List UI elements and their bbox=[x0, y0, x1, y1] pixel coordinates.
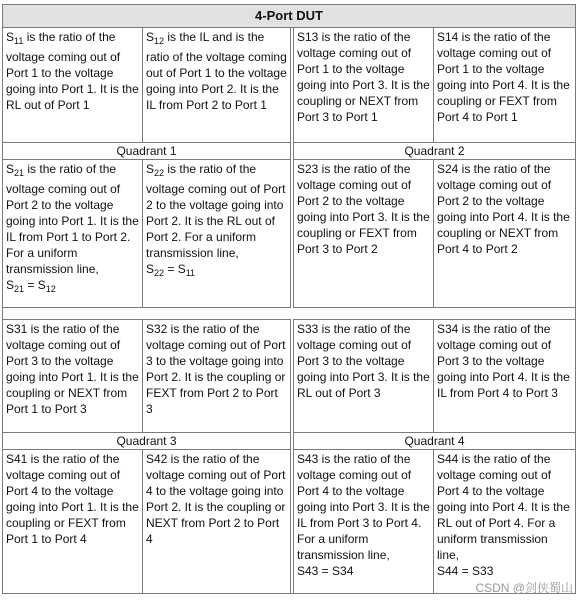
cell-s12-prefix: S bbox=[146, 30, 155, 44]
cell-s44-text: S44 is the ratio of the voltage coming out of Port 4 to the voltage going into Port 4. It is the RL out of Port 4. For a uniform transmission line, bbox=[437, 452, 570, 562]
cell-s21-eq-sub1: 21 bbox=[14, 284, 25, 294]
cell-s43 bbox=[294, 450, 433, 579]
quadrant-2 bbox=[293, 27, 576, 308]
cell-s24: S24 is the ratio of the voltage coming out of Port 2 to the voltage going into Port 4. It is the coupling or NEXT from Port 4 to Port 2 bbox=[437, 162, 570, 256]
cell-s13: S13 is the ratio of the voltage coming out of Port 1 to the voltage going into Port 3. It is the coupling or NEXT from Port 3 to Port 1 bbox=[297, 30, 430, 124]
cell-s21-eq-sub2: 12 bbox=[45, 284, 56, 294]
cell-s44-equation: S44 = S33 bbox=[437, 564, 494, 578]
watermark: CSDN @剑侠蜀山 bbox=[475, 581, 573, 595]
cell-s21-text: is the ratio of the voltage coming out of Port 2 to the voltage going into Port 1. It is the IL from Port 1 to Port 2. For a uniform transmission line, bbox=[6, 162, 139, 276]
table-title: 4-Port DUT bbox=[2, 4, 576, 28]
cell-s31: S31 is the ratio of the voltage coming out of Port 3 to the voltage going into Port 1. It is the coupling or NEXT from Port 1 to Port 3 bbox=[6, 322, 139, 416]
cell-s22-eq-sub2: 11 bbox=[185, 268, 196, 278]
cell-s21 bbox=[3, 160, 142, 297]
cell-s43-equation: S43 = S34 bbox=[297, 564, 354, 578]
cell-s11-subscript: 11 bbox=[14, 36, 24, 46]
cell-s21-eq-prefix: S bbox=[6, 278, 15, 292]
cell-s21-subscript: 21 bbox=[14, 168, 25, 178]
cell-s42: S42 is the ratio of the voltage coming out of Port 4 to the voltage going into Port 2. It is the coupling or NEXT from Port 2 to Port 4 bbox=[146, 452, 286, 546]
cell-s12-subscript: 12 bbox=[154, 36, 165, 46]
quadrant-3 bbox=[2, 319, 291, 594]
cell-s11-text: is the ratio of the voltage coming out of Port 1 to the voltage going into Port 1. It is the RL out of Port 1 bbox=[6, 30, 139, 112]
cell-s22-prefix: S bbox=[146, 162, 155, 176]
quadrant-2-label: Quadrant 2 bbox=[294, 142, 575, 160]
cell-s12-text: is the IL and is the ratio of the voltage coming out of Port 1 to the voltage going into Port 2. It is the IL from Port 2 to Port 1 bbox=[146, 30, 287, 112]
cell-s21-eq-mid: = S bbox=[24, 278, 46, 292]
section-gap bbox=[3, 309, 575, 319]
cell-s43-text: S43 is the ratio of the voltage coming out of Port 4 to the voltage going into Port 3. It is the IL from Port 3 to Port 4. For a uniform transmission line, bbox=[297, 452, 430, 562]
cell-s11-prefix: S bbox=[6, 30, 15, 44]
quadrant-4-label: Quadrant 4 bbox=[294, 432, 575, 450]
quadrant-4 bbox=[293, 319, 576, 594]
quadrant-1 bbox=[2, 27, 291, 308]
cell-s21-prefix: S bbox=[6, 162, 15, 176]
cell-s44 bbox=[434, 450, 575, 579]
cell-s41: S41 is the ratio of the voltage coming out of Port 4 to the voltage going into Port 1. It is the coupling or FEXT from Port 1 to Port 4 bbox=[6, 452, 139, 546]
cell-s22-eq-mid: = S bbox=[164, 262, 186, 276]
cell-s34: S34 is the ratio of the voltage coming out of Port 3 to the voltage going into Port 4. It is the IL from Port 4 to Port 3 bbox=[437, 322, 570, 400]
cell-s22-eq-prefix: S bbox=[146, 262, 155, 276]
cell-s22-eq-sub1: 22 bbox=[154, 268, 165, 278]
cell-s22 bbox=[143, 160, 290, 281]
cell-s22-text: is the ratio of the voltage coming out of Port 2 to the voltage going into Port 2. It is the RL out of Port 2. For a uniform transmission line, bbox=[146, 162, 286, 260]
cell-s23: S23 is the ratio of the voltage coming out of Port 2 to the voltage going into Port 3. It is the coupling or FEXT from Port 3 to Port 2 bbox=[297, 162, 430, 256]
quadrant-3-label: Quadrant 3 bbox=[3, 432, 290, 450]
cell-s12 bbox=[143, 28, 290, 113]
cell-s11 bbox=[3, 28, 142, 113]
cell-s22-subscript: 22 bbox=[154, 168, 165, 178]
quadrant-1-label: Quadrant 1 bbox=[3, 142, 290, 160]
cell-s33: S33 is the ratio of the voltage coming out of Port 3 to the voltage going into Port 3. It is the RL out of Port 3 bbox=[297, 322, 430, 400]
cell-s14: S14 is the ratio of the voltage coming out of Port 1 to the voltage going into Port 4. It is the coupling or FEXT from Port 4 to Port 1 bbox=[437, 30, 570, 124]
cell-s32: S32 is the ratio of the voltage coming out of Port 3 to the voltage going into Port 2. It is the coupling or FEXT from Port 2 to Port 3 bbox=[146, 322, 286, 416]
